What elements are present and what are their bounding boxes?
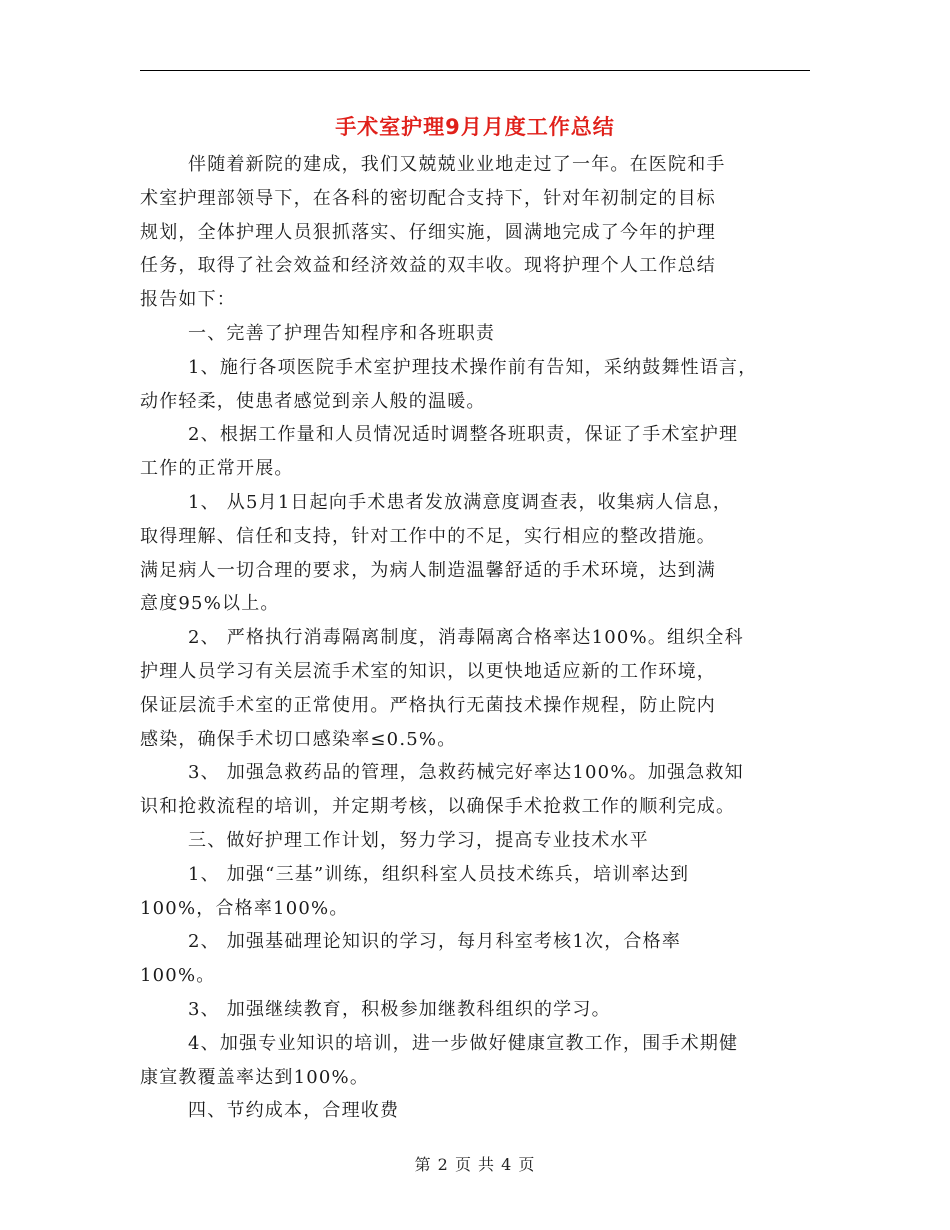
body-line: 护理人员学习有关层流手术室的知识，以更快地适应新的工作环境，: [140, 660, 716, 682]
body-line: 100%，合格率100%。: [140, 897, 349, 919]
body-line: 工作的正常开展。: [140, 458, 294, 480]
page-footer: 第 2 页 共 4 页: [414, 1155, 536, 1174]
body-line: 1、施行各项医院手术室护理技术操作前有告知，采纳鼓舞性语言，: [188, 356, 758, 378]
body-line: 100%。: [140, 965, 216, 987]
body-line: 动作轻柔，使患者感觉到亲人般的温暖。: [140, 390, 486, 412]
body-line: 规划，全体护理人员狠抓落实、仔细实施，圆满地完成了今年的护理: [140, 221, 716, 243]
body-line: 伴随着新院的建成，我们又兢兢业业地走过了一年。在医院和手: [188, 154, 726, 175]
body-line: 2、 严格执行消毒隔离制度，消毒隔离合格率达100%。组织全科: [188, 627, 744, 649]
body-line: 报告如下：: [140, 289, 236, 311]
body-line: 意度95%以上。: [140, 593, 280, 615]
body-line: 保证层流手术室的正常使用。严格执行无菌技术操作规程，防止院内: [140, 694, 716, 716]
body-line: 3、 加强继续教育，积极参加继教科组织的学习。: [188, 998, 611, 1020]
document-title: 手术室护理9月月度工作总结: [335, 115, 615, 139]
body-line: 任务，取得了社会效益和经济效益的双丰收。现将护理个人工作总结: [140, 255, 716, 277]
body-line: 三、做好护理工作计划，努力学习，提高专业技术水平: [188, 829, 649, 851]
body-line: 1、 加强“三基”训练，组织科室人员技术练兵，培训率达到: [188, 863, 690, 885]
header-rule: [140, 70, 810, 71]
body-line: 一、完善了护理告知程序和各班职责: [188, 322, 496, 344]
body-line: 1、 从5月1日起向手术患者发放满意度调查表，收集病人信息，: [188, 491, 733, 513]
body-line: 四、节约成本，合理收费: [188, 1100, 400, 1122]
body-line: 识和抢救流程的培训，并定期考核，以确保手术抢救工作的顺利完成。: [140, 796, 736, 818]
body-line: 3、 加强急救药品的管理，急救药械完好率达100%。加强急救知: [188, 762, 744, 784]
body-line: 2、根据工作量和人员情况适时调整各班职责，保证了手术室护理: [188, 424, 739, 446]
body-line: 感染，确保手术切口感染率≤0.5%。: [140, 728, 457, 750]
body-line: 4、加强专业知识的培训，进一步做好健康宣教工作，围手术期健: [188, 1032, 739, 1054]
body-line: 取得理解、信任和支持，针对工作中的不足，实行相应的整改措施。: [140, 525, 716, 547]
document-body: [140, 148, 812, 1128]
body-line: 术室护理部领导下，在各科的密切配合支持下，针对年初制定的目标: [140, 187, 716, 209]
body-line: 康宣教覆盖率达到100%。: [140, 1066, 370, 1088]
body-line: 满足病人一切合理的要求，为病人制造温馨舒适的手术环境，达到满: [140, 559, 716, 581]
body-line: 2、 加强基础理论知识的学习，每月科室考核1次，合格率: [188, 931, 682, 953]
